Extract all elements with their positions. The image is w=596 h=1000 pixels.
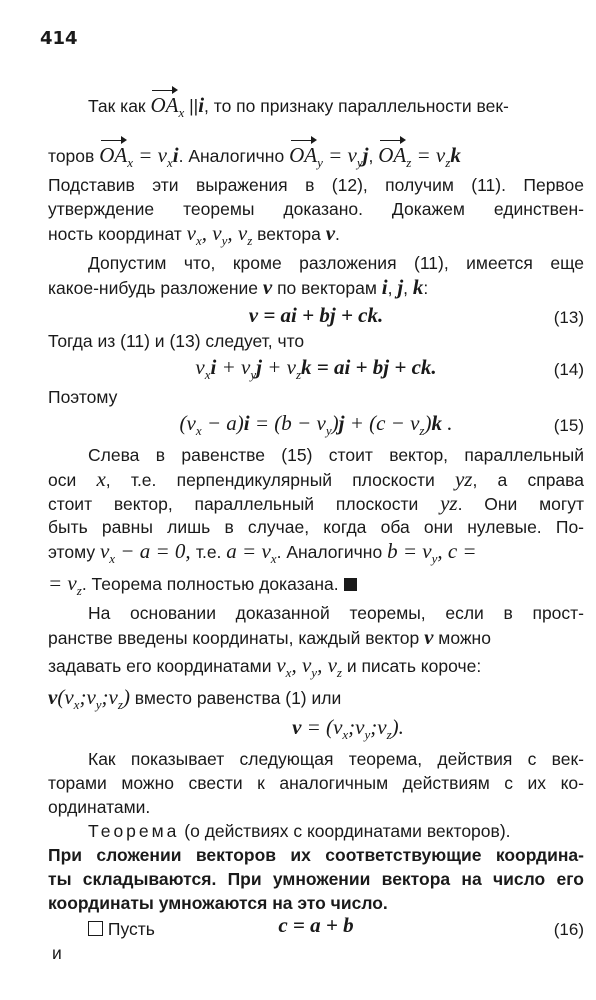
vector-v: v <box>48 685 58 709</box>
vector-v: v <box>292 715 302 739</box>
subscript: z <box>117 697 123 712</box>
text: Аналогично <box>286 542 388 562</box>
math: v <box>67 571 77 595</box>
text-line <box>88 94 584 124</box>
math: v <box>64 685 74 709</box>
text-line: Поэтому <box>48 387 118 407</box>
text-line <box>48 468 584 491</box>
math: v <box>333 715 343 739</box>
subscript: x <box>270 551 277 566</box>
subscript: y <box>364 727 371 742</box>
text-line: быть равны лишь в случае, когда оба они нулевые. По- <box>48 517 584 537</box>
vector-oa: OA <box>289 143 318 167</box>
subscript: y <box>95 697 102 712</box>
subscript: x <box>127 155 133 170</box>
text-line: ность координат $v_x$, $v_y$, $v_z$ вектора v. <box>48 221 340 248</box>
subscript: x <box>196 233 202 248</box>
text-line: Тогда из (11) и (13) следует, что <box>48 331 305 351</box>
math: v <box>240 355 251 379</box>
math: c = a + b <box>278 913 354 937</box>
text: , <box>368 146 379 166</box>
vector-oa: OA <box>378 143 407 167</box>
page-number: 414 <box>40 28 78 49</box>
math: k <box>431 411 442 435</box>
text-line: На основании доказанной теоремы, если в прост- <box>88 603 584 623</box>
text: , т.е. перпендикулярный плоскости <box>105 470 455 490</box>
text: вектора <box>252 224 326 244</box>
text-line: задавать его координатами $v_x$, $v_y$, $v_z$ и писать короче: <box>48 653 482 680</box>
subscript: z <box>247 233 253 248</box>
theorem-line: координаты умножаются на это число. <box>48 893 388 913</box>
subscript: y <box>431 551 438 566</box>
unit-vector-i: i <box>172 143 179 167</box>
math: v <box>355 715 365 739</box>
text: и писать короче: <box>341 656 482 676</box>
subscript: y <box>250 367 257 382</box>
end-of-proof-icon <box>344 578 357 591</box>
subscript: y <box>311 665 318 680</box>
unit-vector-i: i <box>381 275 388 299</box>
equation-number: (13) <box>553 308 584 327</box>
text-line: какое-нибудь разложение v по векторам i, j, k: <box>48 275 429 299</box>
text-line: Допустим что, кроме разложения (11), имеется еще <box>88 253 584 273</box>
text: торов <box>48 146 100 166</box>
math: v <box>86 685 96 709</box>
unit-vector-k: k <box>450 143 461 167</box>
math: v <box>422 539 432 563</box>
subscript: x <box>166 155 173 170</box>
text-line: торами можно свести к аналогичным действиям с их ко- <box>48 773 584 793</box>
equation-15: $(v_x - a)i = (b - v_y)j + (c - v_z)k$ . <box>179 411 453 438</box>
subscript: z <box>406 155 412 170</box>
math: = v <box>411 143 446 167</box>
unit-vector-j: j <box>362 143 369 167</box>
vector-oa: OA <box>150 93 179 117</box>
math: v <box>276 653 286 677</box>
subscript: z <box>336 665 342 680</box>
subscript: x <box>204 367 211 382</box>
text: (о действиях с координатами векторов). <box>179 821 511 841</box>
math: = v <box>132 143 167 167</box>
text-line: = $v_z$. Теорема полностью доказана. <box>48 572 584 602</box>
subscript: y <box>356 155 363 170</box>
math: v <box>301 653 312 677</box>
text-line <box>48 492 584 515</box>
theorem-line: При сложении векторов их соответствующие координа- <box>48 845 584 865</box>
subscript: y <box>325 423 332 438</box>
text: стоит вектор, параллельный плоскости <box>48 494 441 514</box>
math: v <box>186 221 196 245</box>
text: Пусть <box>103 919 155 939</box>
subscript: x <box>285 665 292 680</box>
subscript: x <box>342 727 349 742</box>
text-line: ординатами. <box>48 797 151 817</box>
equation-number: (15) <box>553 416 584 435</box>
subscript: x <box>109 551 116 566</box>
text: т.е. <box>195 542 227 562</box>
text: вместо равенства (1) или <box>129 688 342 708</box>
text: оси <box>48 470 97 490</box>
math: = ai + bj + ck. <box>316 355 437 379</box>
subscript: y <box>317 155 323 170</box>
math: v = ai + bj + ck. <box>248 303 384 327</box>
equation-13 <box>48 304 584 327</box>
math: = v <box>322 143 357 167</box>
text: . Они могут <box>457 494 584 514</box>
text-line <box>48 144 584 174</box>
equation-coordinates: $v = (v_x;v_y;v_z)$. <box>292 715 404 742</box>
text-line: $v(v_x;v_y;v_z)$ вместо равенства (1) или <box>48 685 342 712</box>
text-line: этому $v_x - a = 0$, т.е. $a = v_x$. Аналогично $b = v_y$, c = <box>48 539 477 566</box>
text: ранстве введены координаты, каждый вектор <box>48 628 425 648</box>
math: v <box>195 355 205 379</box>
math: v <box>237 221 248 245</box>
text: ность координат <box>48 224 187 244</box>
equation-number: (14) <box>553 360 584 379</box>
equation-number: (16) <box>553 920 584 939</box>
math: v <box>327 653 337 677</box>
text: этому <box>48 542 100 562</box>
subscript: z <box>295 367 301 382</box>
subscript: x <box>73 697 80 712</box>
text: Так как <box>88 96 151 116</box>
text: можно <box>433 628 491 648</box>
math: i <box>210 355 217 379</box>
subscript: z <box>445 155 451 170</box>
subscript: x <box>178 105 185 120</box>
math: j <box>256 355 262 379</box>
equation-14: $v_xi + v_yj + v_zk$ = ai + bj + ck. <box>195 355 437 382</box>
math: v <box>286 355 296 379</box>
text: , то по признаку параллельности век- <box>204 96 509 116</box>
text: по векторам <box>272 278 382 298</box>
text: . Теорема полностью доказана. <box>81 574 339 594</box>
text: || <box>184 96 199 116</box>
unit-vector-i: i <box>198 93 205 117</box>
vector-v: v <box>325 221 336 245</box>
math: yz <box>440 491 458 515</box>
math: v <box>186 411 196 435</box>
text: , а справа <box>472 470 584 490</box>
unit-vector-j: j <box>397 275 404 299</box>
text: задавать его координатами <box>48 656 277 676</box>
math: j <box>338 411 345 435</box>
text-line: Подставив эти выражения в (12), получим (11). Первое <box>48 175 584 195</box>
theorem-line: ты складываются. При умножении вектора на число его <box>48 869 584 889</box>
theorem-heading <box>88 820 584 842</box>
math: v <box>316 411 326 435</box>
subscript: z <box>386 727 392 742</box>
text-line: и <box>52 943 62 963</box>
math: v <box>108 685 118 709</box>
math: yz <box>454 467 473 491</box>
theorem-label: Теорема <box>88 821 180 841</box>
subscript: y <box>221 233 228 248</box>
vector-oa: OA <box>99 143 128 167</box>
subscript: x <box>195 423 202 438</box>
math: v <box>99 539 110 563</box>
text-line: Как показывает следующая теорема, действия с век- <box>88 749 584 769</box>
unit-vector-k: k <box>412 275 424 299</box>
math: v <box>212 221 222 245</box>
text: какое-нибудь разложение <box>48 278 263 298</box>
math: v <box>261 539 271 563</box>
vector-v: v <box>424 625 434 649</box>
math: i <box>243 411 250 435</box>
subscript: z <box>76 583 82 598</box>
text: . Аналогично <box>178 146 290 166</box>
text-line: Слева в равенстве (15) стоит вектор, параллельный <box>88 445 584 465</box>
vector-v: v <box>262 275 273 299</box>
math: k <box>301 355 312 379</box>
subscript: z <box>419 423 425 438</box>
text-line <box>48 626 584 649</box>
math: v <box>377 715 387 739</box>
equation-16 <box>48 914 584 937</box>
text-line: утверждение теоремы доказано. Докажем единствен- <box>48 199 584 219</box>
math: x <box>96 467 106 491</box>
math: v <box>410 411 420 435</box>
